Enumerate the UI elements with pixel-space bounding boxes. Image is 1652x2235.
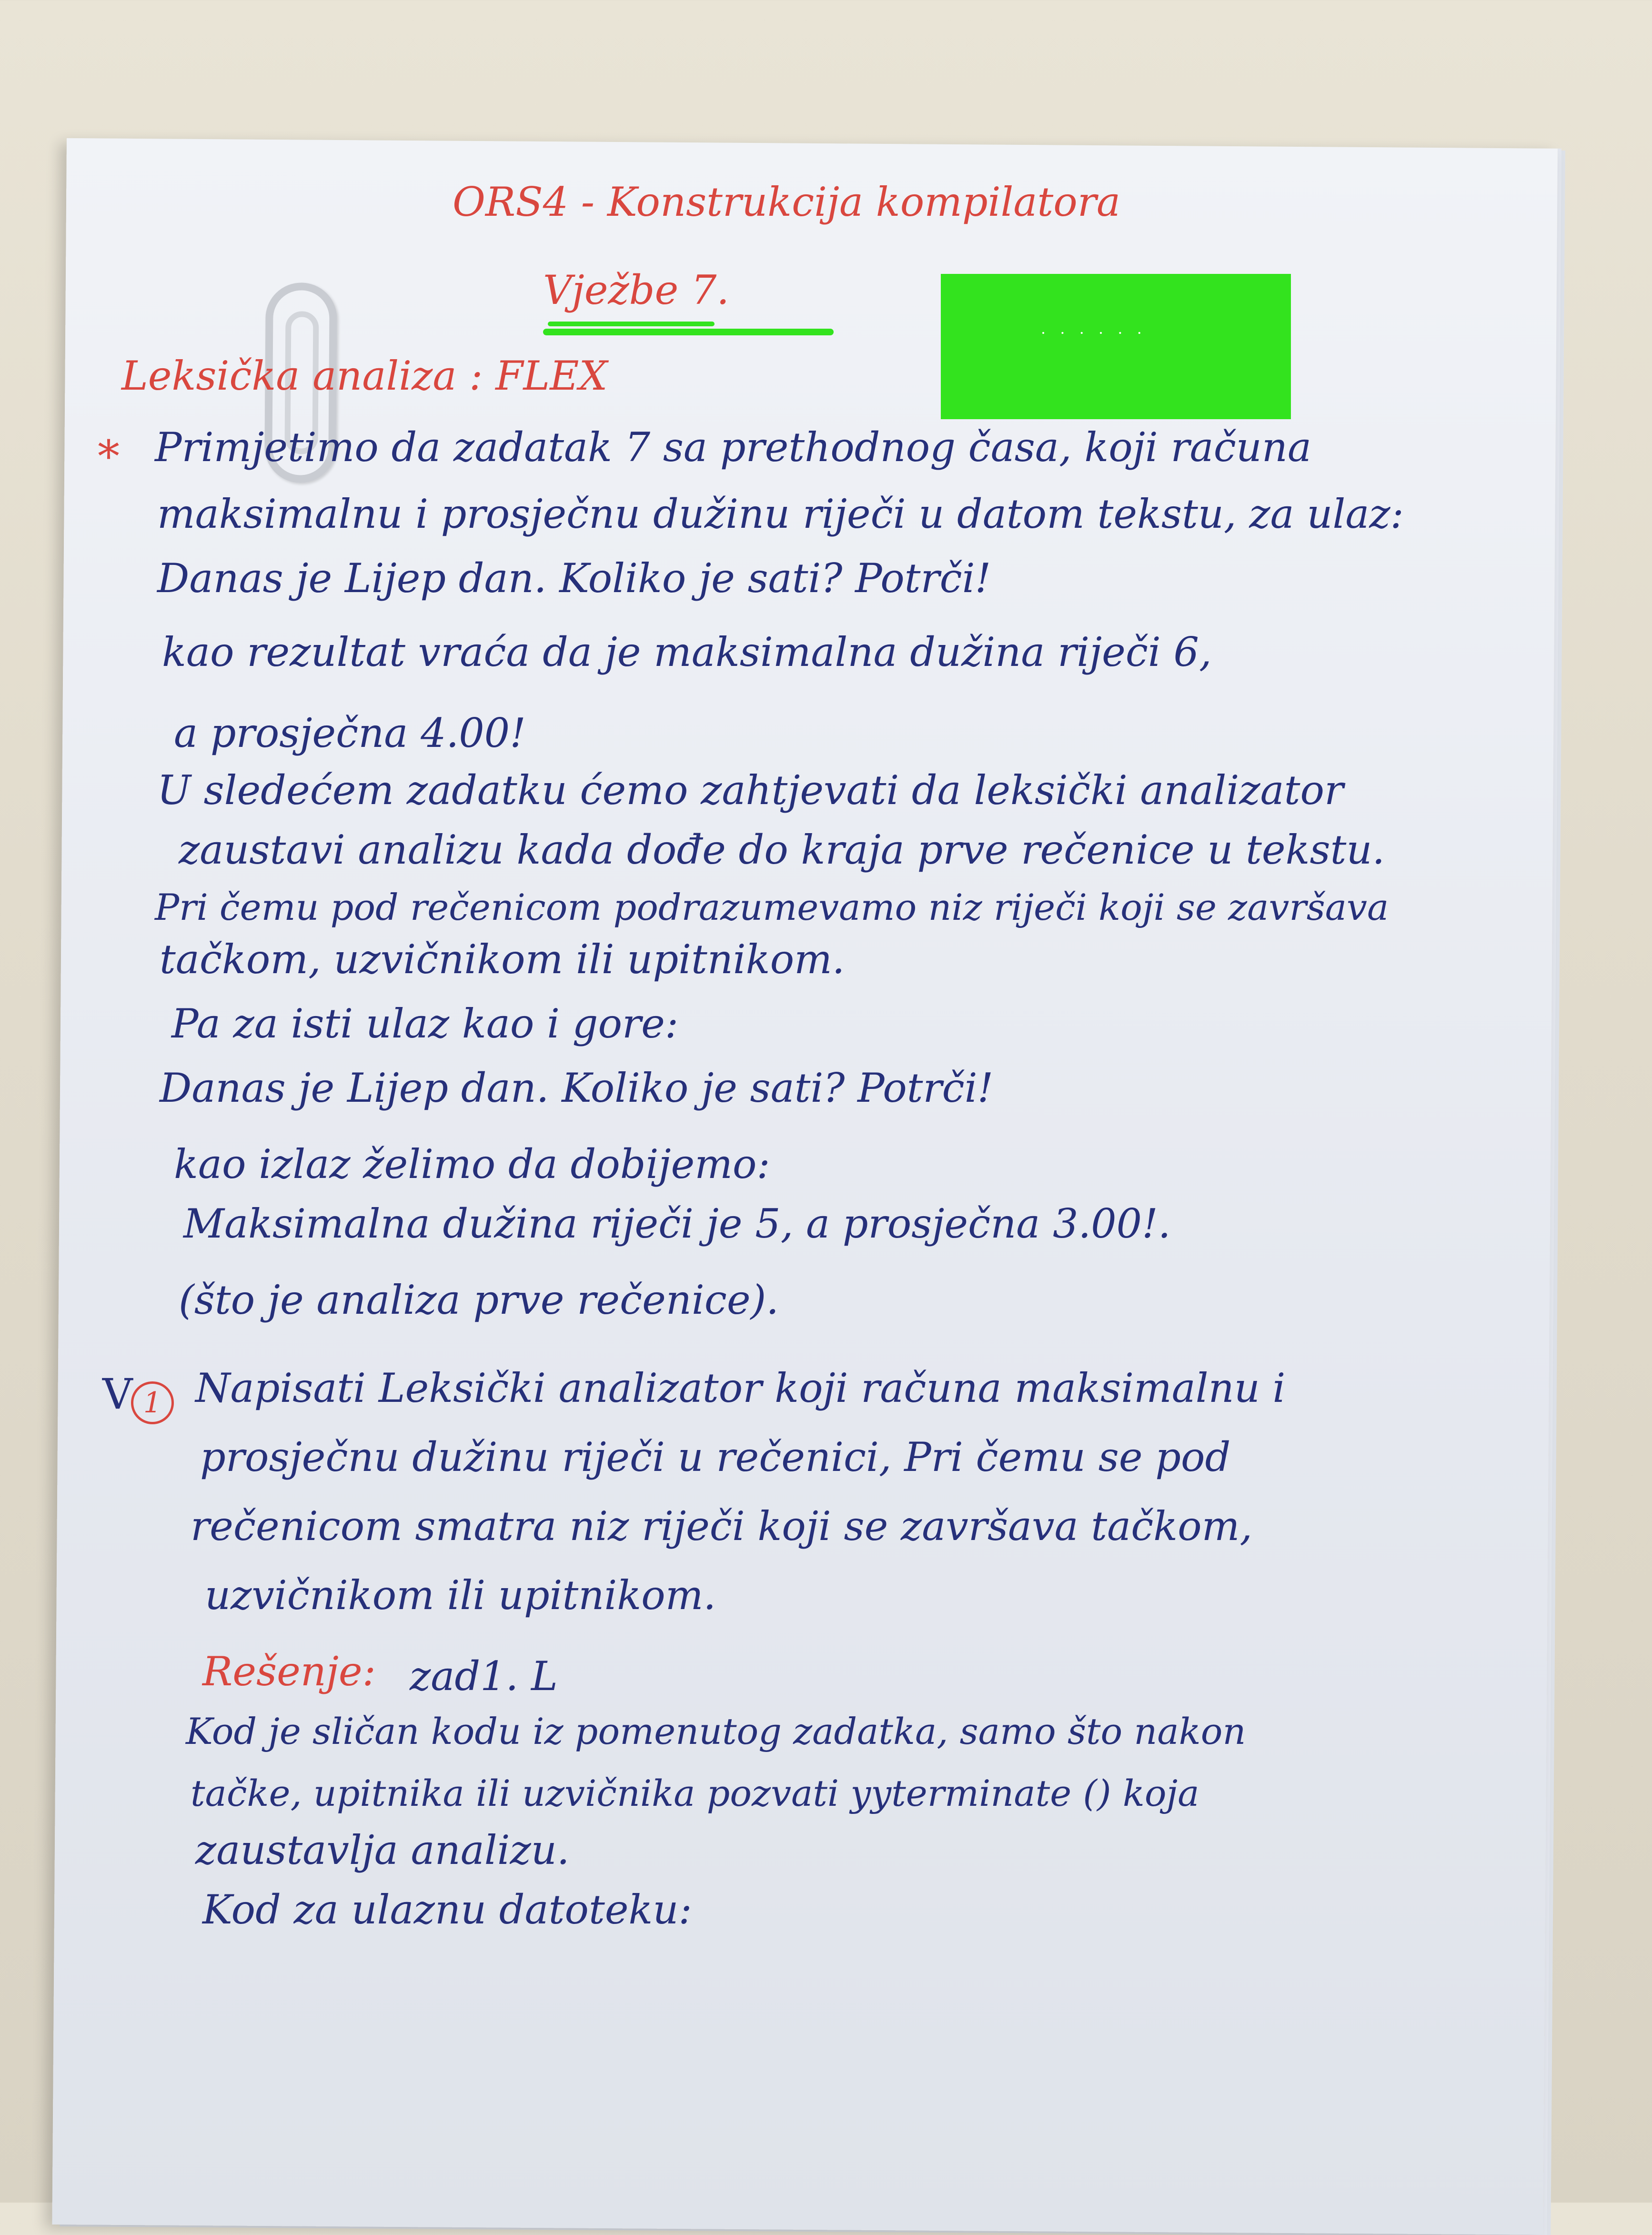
- intro-line-5: a prosječna 4.00!: [174, 710, 526, 756]
- intro-line-2: maksimalnu i prosječnu dužinu riječi u datom tekstu, za ulaz:: [157, 491, 1404, 537]
- task-checkmark: V: [102, 1369, 133, 1419]
- intro-line-3: Danas je Lijep dan. Koliko je sati? Potrči!: [157, 555, 991, 602]
- redaction-box: [941, 274, 1291, 419]
- intro-line-7: zaustavi analizu kada dođe do kraja prve rečenice u tekstu.: [179, 826, 1385, 873]
- intro-line-14: (što je analiza prve rečenice).: [179, 1277, 779, 1323]
- redaction-underline-short: [548, 322, 715, 326]
- section-title: Leksička analiza : FLEX: [121, 352, 608, 399]
- task-line-4: uzvičnikom ili upitnikom.: [205, 1572, 716, 1619]
- intro-line-11: Danas je Lijep dan. Koliko je sati? Potrči!: [160, 1065, 994, 1111]
- intro-line-1: Primjetimo da zadatak 7 sa prethodnog časa, koji računa: [155, 424, 1312, 471]
- solution-line-3: zaustavlja analizu.: [195, 1827, 570, 1873]
- task-number-circle: [131, 1381, 174, 1424]
- exercise-title: Vježbe 7.: [543, 267, 730, 313]
- intro-line-12: kao izlaz želimo da dobijemo:: [174, 1141, 770, 1188]
- intro-line-4: kao rezultat vraća da je maksimalna dužina riječi 6,: [162, 629, 1212, 675]
- solution-line-4: Kod za ulaznu datoteku:: [202, 1886, 692, 1933]
- redacted-text-remnant: · · · · · ·: [1041, 324, 1147, 342]
- task-line-1: Napisati Leksički analizator koji računa maksimalnu i: [195, 1365, 1286, 1411]
- course-title: ORS4 - Konstrukcija kompilatora: [453, 179, 1121, 225]
- intro-line-10: Pa za isti ulaz kao i gore:: [171, 1000, 679, 1047]
- task-number: 1: [143, 1386, 162, 1420]
- solution-line-2: tačke, upitnika ili uzvičnika pozvati yyterminate () koja: [191, 1772, 1199, 1814]
- solution-line-1: Kod je sličan kodu iz pomenutog zadatka, samo što nakon: [186, 1710, 1246, 1752]
- intro-line-6: U sledećem zadatku ćemo zahtjevati da leksički analizator: [157, 767, 1344, 814]
- bullet-star: *: [98, 431, 120, 482]
- task-line-3: rečenicom smatra niz riječi koji se završava tačkom,: [191, 1503, 1253, 1550]
- solution-ref: zad1. L: [410, 1653, 558, 1700]
- task-line-2: prosječnu dužinu riječi u rečenici, Pri čemu se pod: [200, 1434, 1231, 1480]
- intro-line-9: tačkom, uzvičnikom ili upitnikom.: [160, 936, 845, 983]
- solution-label: Rešenje:: [202, 1648, 376, 1695]
- redaction-underline: [543, 329, 834, 335]
- intro-line-8: Pri čemu pod rečenicom podrazumevamo niz riječi koji se završava: [155, 886, 1389, 928]
- intro-line-13: Maksimalna dužina riječi je 5, a prosječna 3.00!.: [183, 1200, 1171, 1247]
